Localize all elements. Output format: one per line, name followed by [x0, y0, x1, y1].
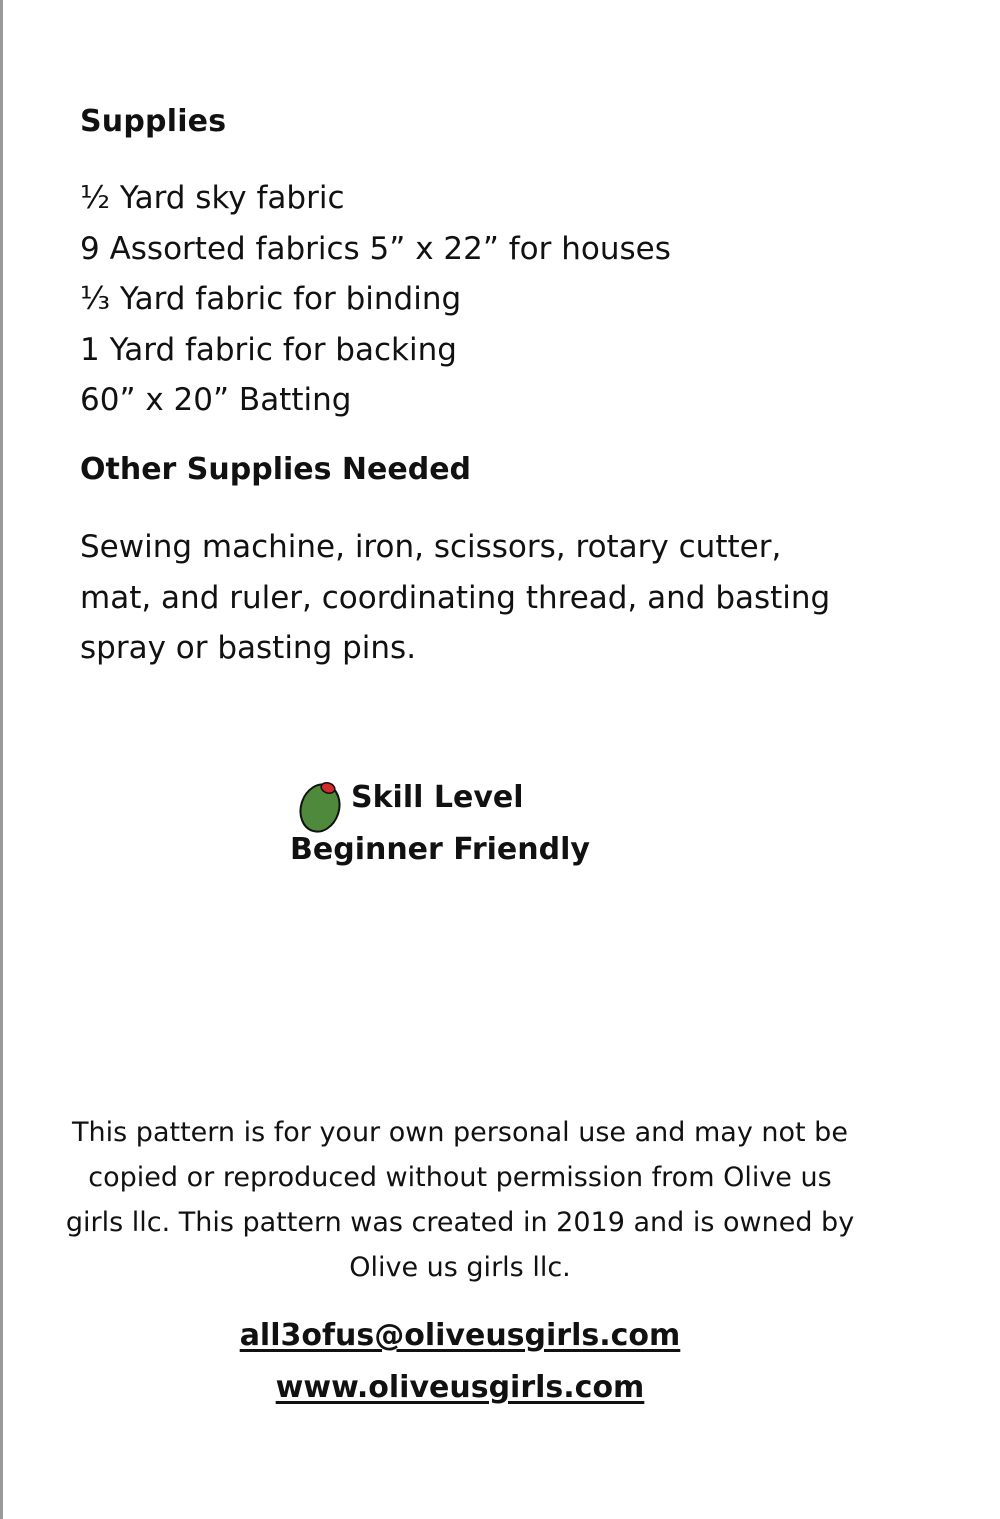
other-supplies-heading: Other Supplies Needed — [80, 452, 472, 487]
skill-level-value: Beginner Friendly — [290, 832, 590, 867]
supply-item: 9 Assorted fabrics 5” x 22” for houses — [80, 230, 671, 267]
olive-icon — [296, 778, 346, 834]
supplies-heading: Supplies — [80, 104, 227, 139]
email-link[interactable]: all3ofus@oliveusgirls.com — [239, 1318, 681, 1353]
supply-item: ⅓ Yard fabric for binding — [80, 281, 462, 317]
supplies-list — [80, 175, 671, 428]
supply-item: 1 Yard fabric for backing — [80, 331, 457, 368]
other-supplies-text: Sewing machine, iron, scissors, rotary cutter, mat, and ruler, coordinating thread, and basting spray or basting pins. — [80, 529, 831, 666]
page-edge-line — [0, 0, 3, 1519]
copyright-notice: This pattern is for your own personal use and may not be copied or reproduced without permission from Olive us girls llc. This pattern was created in 2019 and is owned by Olive us girls llc. — [65, 1117, 855, 1283]
supply-item: ½ Yard sky fabric — [80, 180, 345, 216]
skill-level-label: Skill Level — [351, 780, 524, 815]
supply-item: 60” x 20” Batting — [80, 382, 352, 418]
website-link[interactable]: www.oliveusgirls.com — [275, 1370, 645, 1405]
